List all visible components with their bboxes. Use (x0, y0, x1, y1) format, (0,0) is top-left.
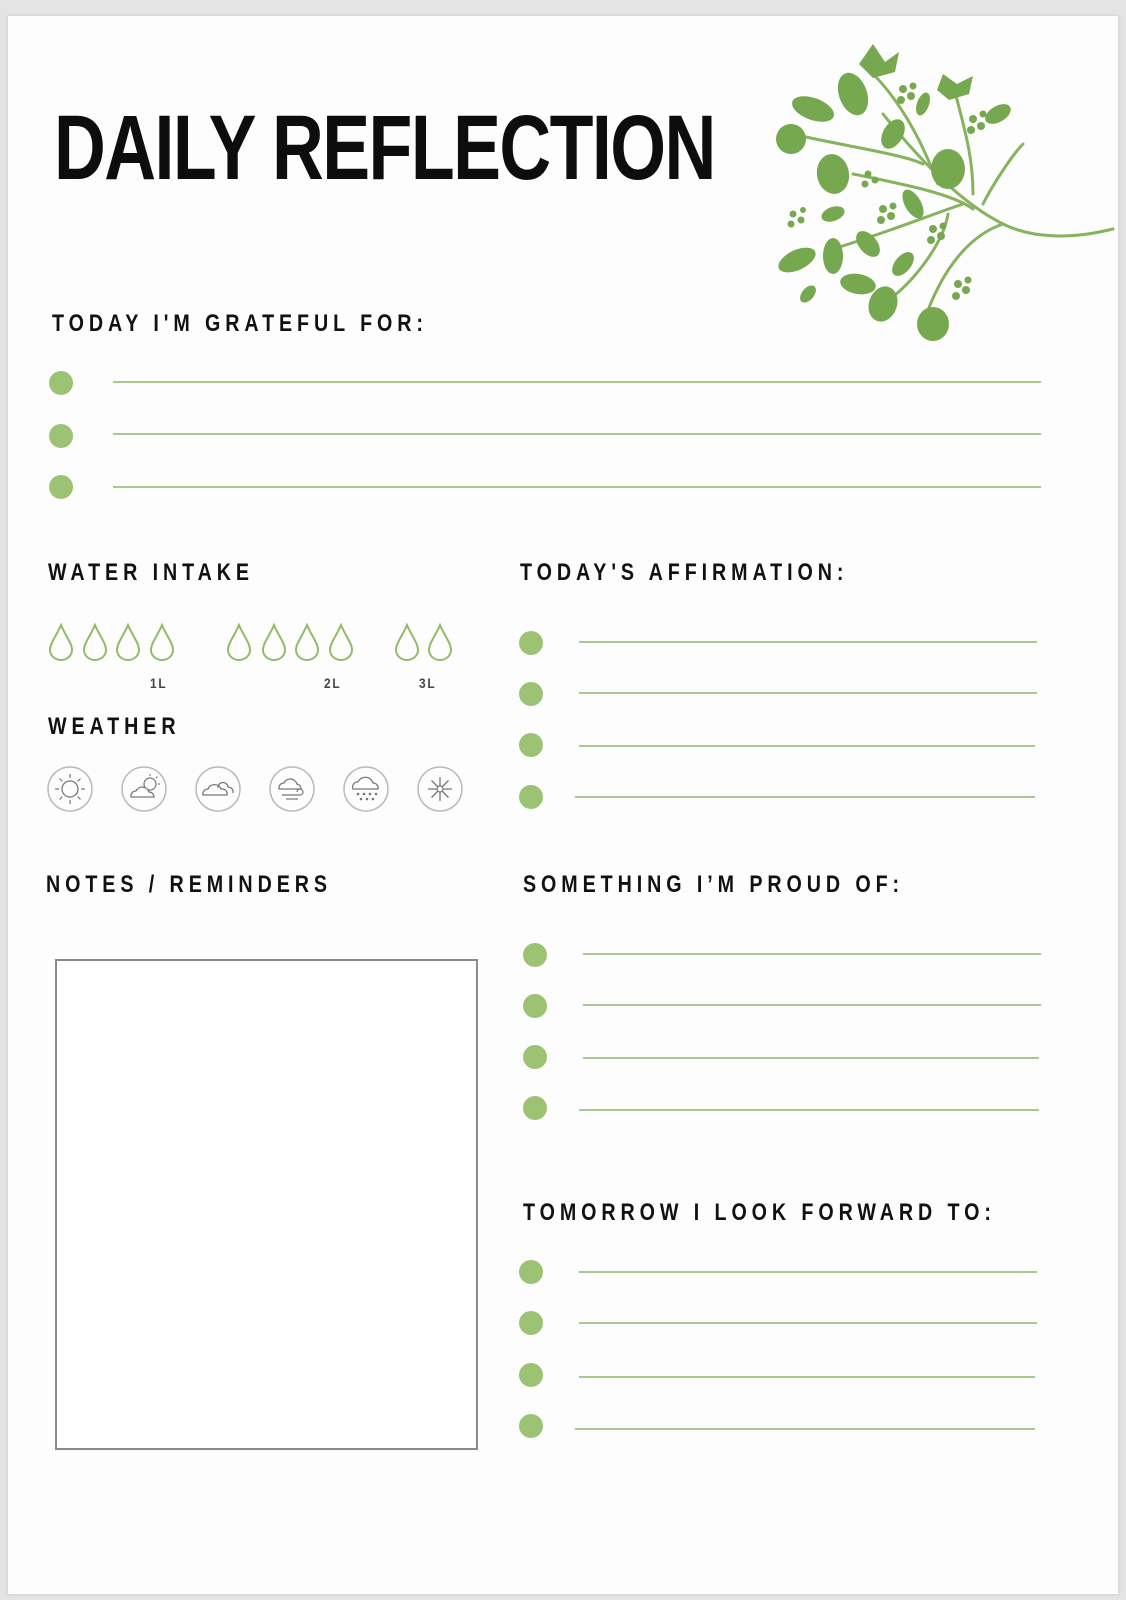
bullet-dot (519, 733, 543, 757)
water-drop-icon[interactable] (149, 623, 175, 661)
planner-page (8, 16, 1118, 1594)
water-label-1l: 1L (150, 675, 168, 691)
notes-box[interactable] (55, 959, 478, 1450)
writing-line[interactable] (583, 953, 1041, 955)
bullet-dot (523, 1045, 547, 1069)
snowflake-icon[interactable] (416, 765, 464, 813)
bullet-dot (519, 785, 543, 809)
bullet-dot (49, 424, 73, 448)
sun-icon[interactable] (46, 765, 94, 813)
water-drop-icon[interactable] (427, 623, 453, 661)
bullet-dot (523, 994, 547, 1018)
bullet-dot (519, 682, 543, 706)
water-drop-icon[interactable] (328, 623, 354, 661)
water-drop-icon[interactable] (261, 623, 287, 661)
notes-heading: NOTES / REMINDERS (46, 871, 332, 898)
writing-line[interactable] (583, 1004, 1041, 1006)
bullet-dot (519, 1414, 543, 1438)
writing-line[interactable] (579, 1376, 1035, 1378)
windy-cloud-icon[interactable] (268, 765, 316, 813)
bullet-dot (49, 475, 73, 499)
writing-line[interactable] (113, 381, 1041, 383)
bullet-dot (49, 371, 73, 395)
writing-line[interactable] (575, 1428, 1035, 1430)
writing-line[interactable] (583, 1057, 1039, 1059)
proud-heading: SOMETHING I’M PROUD OF: (523, 871, 905, 898)
rain-cloud-icon[interactable] (342, 765, 390, 813)
bullet-dot (523, 943, 547, 967)
tomorrow-heading: TOMORROW I LOOK FORWARD TO: (523, 1199, 996, 1226)
affirmation-heading: TODAY'S AFFIRMATION: (520, 559, 849, 586)
bullet-dot (523, 1096, 547, 1120)
writing-line[interactable] (579, 745, 1035, 747)
bullet-dot (519, 1363, 543, 1387)
water-drop-icon[interactable] (226, 623, 252, 661)
writing-line[interactable] (579, 1271, 1037, 1273)
writing-line[interactable] (575, 796, 1035, 798)
writing-line[interactable] (113, 433, 1041, 435)
water-drop-icon[interactable] (48, 623, 74, 661)
weather-heading: WEATHER (48, 713, 181, 740)
writing-line[interactable] (113, 486, 1041, 488)
writing-line[interactable] (579, 1322, 1037, 1324)
water-label-2l: 2L (324, 675, 342, 691)
cloud-icon[interactable] (194, 765, 242, 813)
writing-line[interactable] (579, 692, 1037, 694)
water-intake-heading: WATER INTAKE (48, 559, 254, 586)
water-drop-icon[interactable] (82, 623, 108, 661)
leafy-branch-icon (773, 34, 1118, 349)
water-label-3l: 3L (419, 675, 437, 691)
page-title: DAILY REFLECTION (54, 97, 715, 199)
bullet-dot (519, 1311, 543, 1335)
grateful-heading: TODAY I'M GRATEFUL FOR: (52, 310, 428, 337)
bullet-dot (519, 1260, 543, 1284)
bullet-dot (519, 631, 543, 655)
sun-behind-cloud-icon[interactable] (120, 765, 168, 813)
writing-line[interactable] (579, 1109, 1039, 1111)
water-drop-icon[interactable] (115, 623, 141, 661)
writing-line[interactable] (579, 641, 1037, 643)
water-drop-icon[interactable] (394, 623, 420, 661)
water-drop-icon[interactable] (294, 623, 320, 661)
